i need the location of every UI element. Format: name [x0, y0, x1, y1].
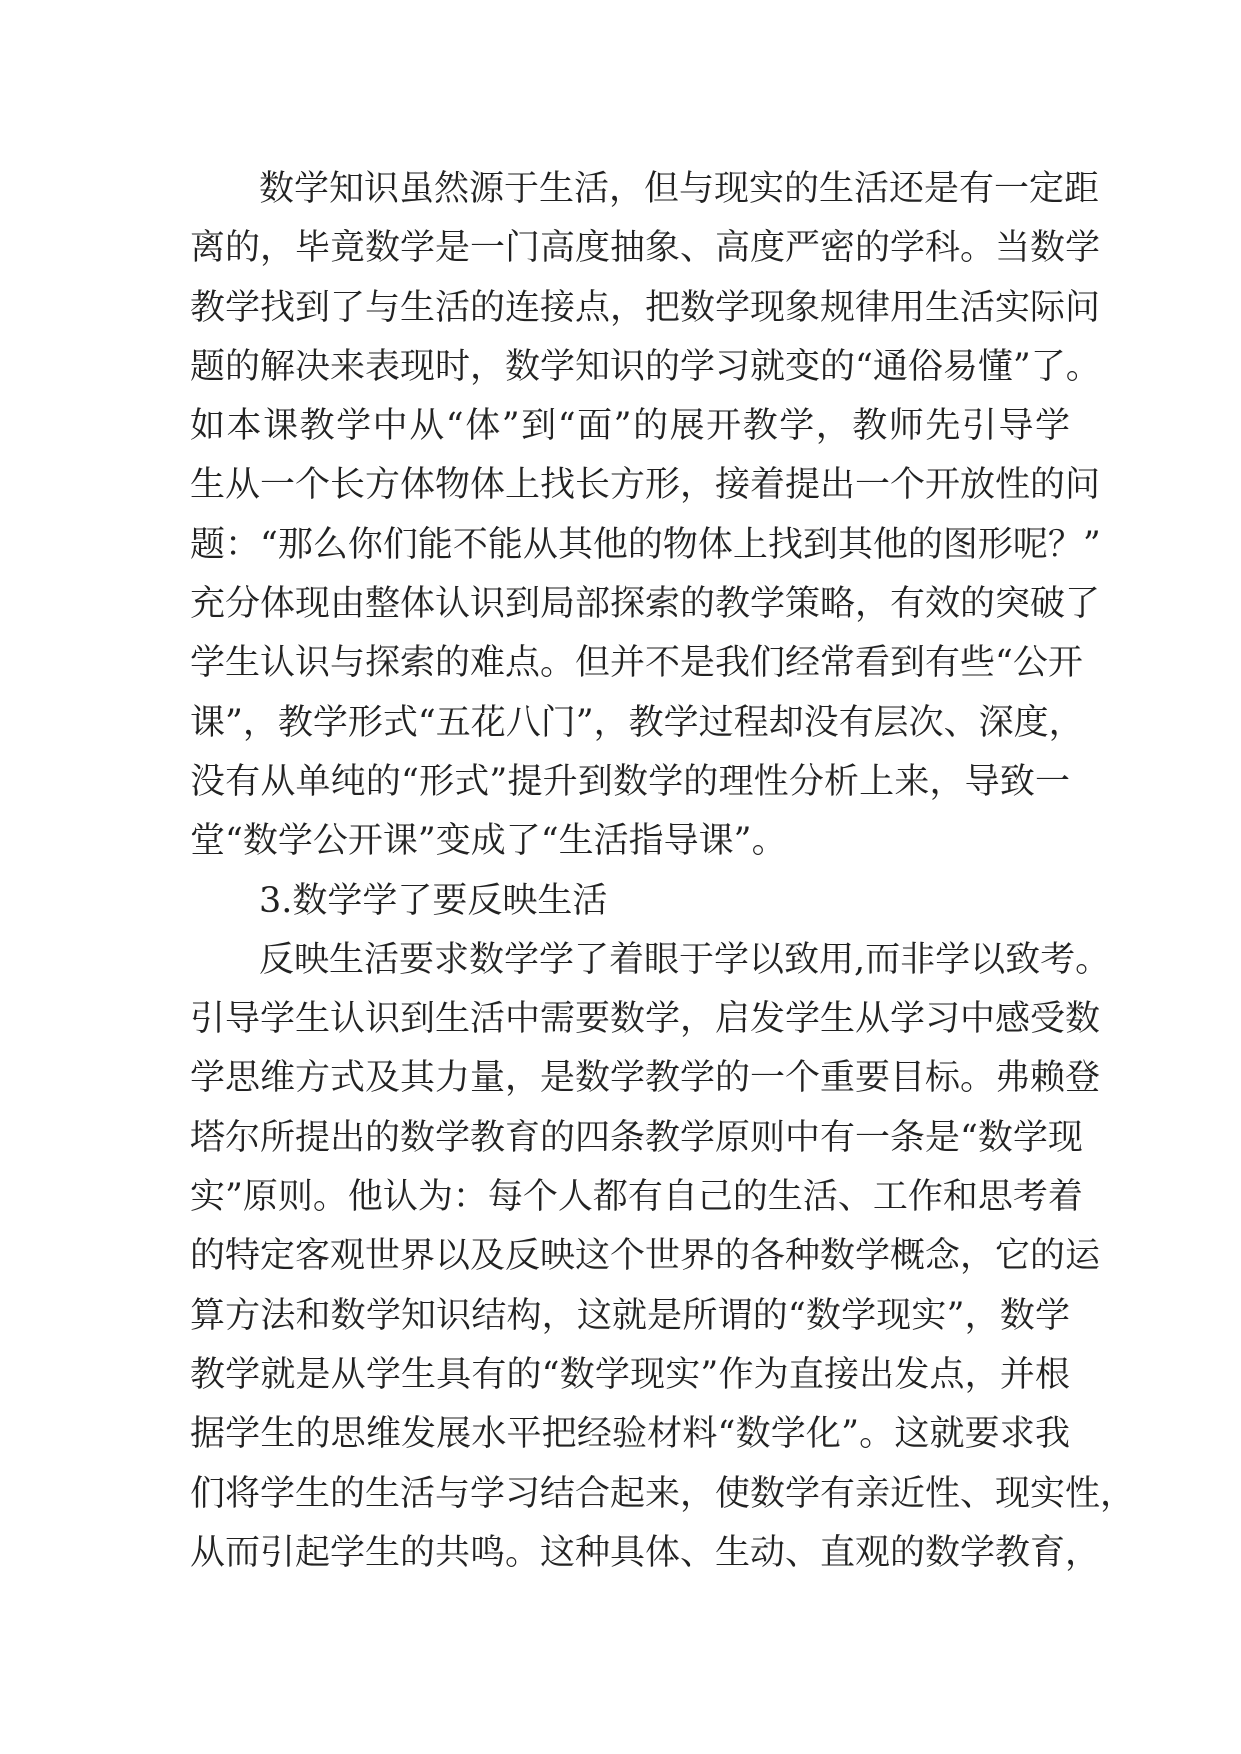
paragraph-line: 教学找到了与生活的连接点，把数学现象规律用生活实际问 [190, 287, 1101, 328]
paragraph-line: 学生认识与探索的难点。但并不是我们经常看到有些“公开 [190, 643, 1083, 684]
paragraph-line: 们将学生的生活与学习结合起来，使数学有亲近性、现实性， [190, 1473, 1136, 1514]
paragraph-line: 生从一个长方体物体上找长方形，接着提出一个开放性的问 [190, 465, 1101, 506]
paragraph-line: 算方法和数学知识结构，这就是所谓的“数学现实”，数学 [190, 1295, 1070, 1336]
paragraph-line: 据学生的思维发展水平把经验材料“数学化”。这就要求我 [190, 1414, 1070, 1455]
paragraph-line: 堂“数学公开课”变成了“生活指导课”。 [190, 821, 787, 862]
paragraph-line: 塔尔所提出的数学教育的四条教学原则中有一条是“数学现 [190, 1117, 1083, 1158]
paragraph-line: 实”原则。他认为：每个人都有自己的生活、工作和思考着 [190, 1177, 1083, 1218]
paragraph-line: 没有从单纯的“形式”提升到数学的理性分析上来，导致一 [190, 761, 1070, 802]
paragraph-line: 课”，教学形式“五花八门”，教学过程却没有层次、深度， [190, 702, 1084, 743]
paragraph-line: 数学知识虽然源于生活，但与现实的生活还是有一定距 [259, 169, 1100, 209]
paragraph-line: 题：“那么你们能不能从其他的物体上找到其他的图形呢？” [190, 524, 1101, 565]
paragraph-line: 离的，毕竟数学是一门高度抽象、高度严密的学科。当数学 [190, 228, 1101, 269]
paragraph-line: 学思维方式及其力量，是数学教学的一个重要目标。弗赖登 [190, 1058, 1101, 1099]
paragraph-line: 题的解决来表现时，数学知识的学习就变的“通俗易懂”了。 [190, 346, 1101, 387]
paragraph-line: 充分体现由整体认识到局部探索的教学策略，有效的突破了 [190, 584, 1101, 625]
paragraph-line: 从而引起学生的共鸣。这种具体、生动、直观的数学教育， [190, 1532, 1101, 1573]
paragraph-line: 反映生活要求数学学了着眼于学以致用,而非学以致考。 [259, 939, 1111, 980]
paragraph-line: 如本课教学中从“体”到“面”的展开教学，教师先引导学 [190, 406, 1070, 447]
paragraph-line: 教学就是从学生具有的“数学现实”作为直接出发点，并根 [190, 1354, 1070, 1395]
body-text [190, 160, 1136, 1583]
paragraph-line: 引导学生认识到生活中需要数学，启发学生从学习中感受数 [190, 999, 1101, 1040]
section-heading: 3.数学学了要反映生活 [259, 880, 608, 921]
paragraph-line: 的特定客观世界以及反映这个世界的各种数学概念，它的运 [190, 1236, 1101, 1277]
